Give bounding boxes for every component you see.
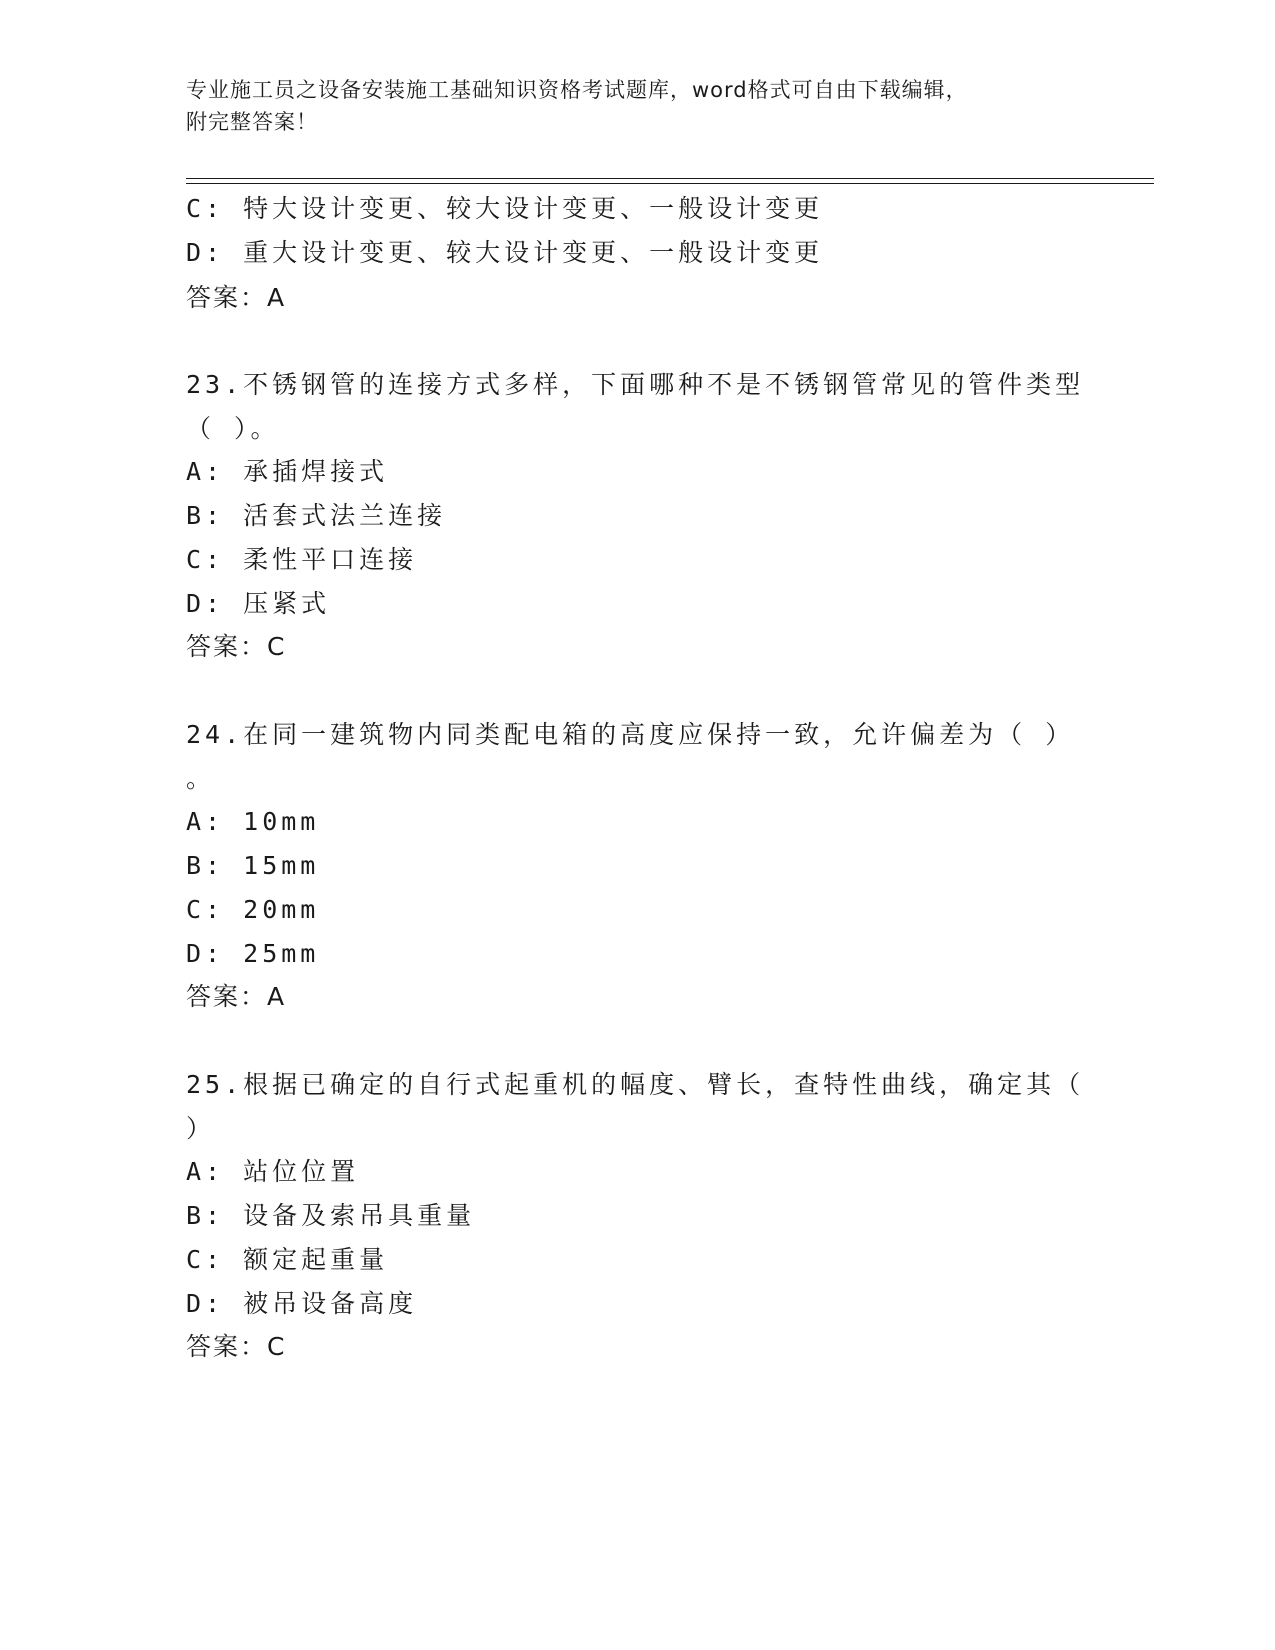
q23-answer: 答案：C xyxy=(186,632,287,661)
q24-option-a: A: 10mm xyxy=(186,807,320,836)
header-divider-top xyxy=(186,178,1154,179)
q23-option-b: B: 活套式法兰连接 xyxy=(186,501,447,530)
q25-stem-line-2: ） xyxy=(186,1114,216,1143)
header-line-1: 专业施工员之设备安装施工基础知识资格考试题库，word格式可自由下载编辑， xyxy=(186,78,968,102)
q22-answer: 答案：A xyxy=(186,283,287,312)
q23-option-d: D: 压紧式 xyxy=(186,589,331,618)
q25-option-d: D: 被吊设备高度 xyxy=(186,1289,418,1318)
q22-option-d: D: 重大设计变更、较大设计变更、一般设计变更 xyxy=(186,238,824,267)
q25-stem-line-1: 25.根据已确定的自行式起重机的幅度、臂长，查特性曲线，确定其（ xyxy=(186,1070,1085,1099)
header-line-2: 附完整答案！ xyxy=(186,110,318,134)
document-header xyxy=(186,74,1086,138)
q25-option-a: A: 站位位置 xyxy=(186,1157,360,1186)
q25-option-c: C: 额定起重量 xyxy=(186,1245,389,1274)
q25-option-b: B: 设备及索吊具重量 xyxy=(186,1201,476,1230)
q24-stem-line-1: 24.在同一建筑物内同类配电箱的高度应保持一致，允许偏差为（ ） xyxy=(186,720,1075,749)
q24-option-b: B: 15mm xyxy=(186,851,320,880)
q23-stem-line-2: （ ）。 xyxy=(186,414,280,443)
q23-stem-line-1: 23.不锈钢管的连接方式多样，下面哪种不是不锈钢管常见的管件类型 xyxy=(186,370,1085,399)
q24-stem-line-2: 。 xyxy=(186,764,216,793)
q24-option-c: C: 20mm xyxy=(186,895,320,924)
q24-answer: 答案：A xyxy=(186,982,287,1011)
q25-answer: 答案：C xyxy=(186,1332,287,1361)
q23-option-c: C: 柔性平口连接 xyxy=(186,545,418,574)
q23-option-a: A: 承插焊接式 xyxy=(186,457,389,486)
header-divider-bottom xyxy=(186,183,1154,184)
q24-option-d: D: 25mm xyxy=(186,939,320,968)
q22-option-c: C: 特大设计变更、较大设计变更、一般设计变更 xyxy=(186,194,824,223)
